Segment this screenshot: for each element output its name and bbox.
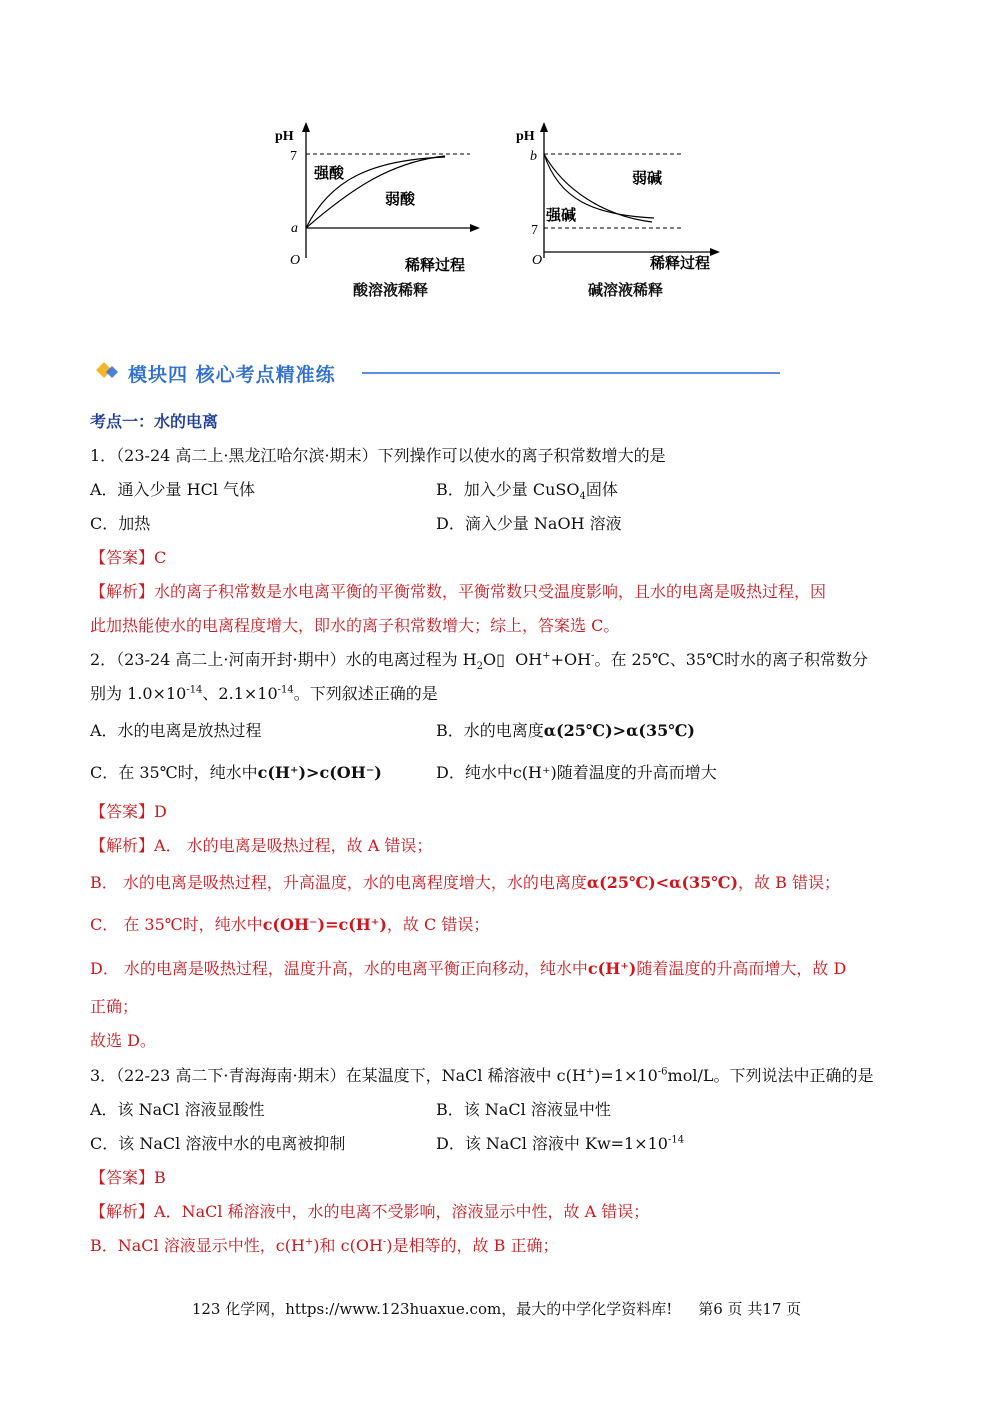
footer-site-text: 123 化学网，https://www.123huaxue.com，最大的中学化学资料库!: [191, 1300, 673, 1318]
base-caption: 碱溶液稀释: [588, 281, 664, 299]
q2-option-a: A．水的电离是放热过程: [90, 721, 262, 740]
acid-origin-label: O: [290, 253, 301, 268]
acid-x-axis-label: 稀释过程: [405, 258, 466, 274]
q1-option-d: D．滴入少量 NaOH 溶液: [436, 514, 622, 533]
q2-conclusion: 故选 D。: [90, 1031, 156, 1050]
base-y-bottom-label: 7: [531, 223, 538, 238]
section-title: 考点一：水的电离: [90, 412, 219, 431]
q1-option-c: C．加热: [90, 514, 151, 533]
q2-explanation-d2: 正确；: [90, 997, 139, 1016]
weak-base-label: 弱碱: [632, 171, 663, 187]
q2-option-b: B．水的电离度α(25℃)>α(35℃): [436, 721, 695, 740]
q3-explanation-b: B．NaCl 溶液显示中性，c(H+)和 c(OH-)是相等的，故 B 正确；: [90, 1236, 559, 1255]
q1-explanation-2: 此加热能使水的电离程度增大，即水的离子积常数增大；综上，答案选 C。: [90, 616, 620, 635]
base-dilution-figure: [514, 120, 734, 300]
acid-y-bottom-label: a: [291, 221, 298, 236]
q3-explanation-a: 【解析】A．NaCl 稀溶液中，水的电离不受影响，溶液显示中性，故 A 错误；: [90, 1202, 650, 1221]
q1-stem: 1．（23-24 高二上·黑龙江哈尔滨·期末）下列操作可以使水的离子积常数增大的是: [90, 446, 666, 465]
module-header: [90, 356, 780, 390]
q1-option-b: B．加入少量 CuSO$_4$固体: [436, 480, 618, 503]
q2-explanation-a: 【解析】A． 水的电离是吸热过程，故 A 错误；: [90, 836, 433, 855]
q3-option-a: A．该 NaCl 溶液显酸性: [90, 1100, 265, 1119]
acid-dilution-figure: [270, 120, 490, 300]
q2-option-d: D．纯水中c(H⁺)随着温度的升高而增大: [436, 763, 717, 782]
page-footer: [0, 1298, 993, 1319]
base-origin-label: O: [532, 253, 543, 268]
q1-answer: 【答案】C: [90, 548, 167, 567]
weak-acid-label: 弱酸: [385, 192, 416, 208]
q2-answer: 【答案】D: [90, 802, 167, 821]
base-x-axis-label: 稀释过程: [650, 256, 711, 272]
q3-stem: 3．（22-23 高二下·青海海南·期末）在某温度下，NaCl 稀溶液中 $c(H^+)=1\times 10^{-6}mol/L$。下列说法中正确的是: [90, 1066, 874, 1085]
strong-base-label: 强碱: [546, 208, 577, 224]
acid-caption: 酸溶液稀释: [353, 281, 429, 299]
q2-explanation-c: C． 在 35℃时，纯水中c(OH⁻)=c(H⁺)，故 C 错误；: [90, 915, 490, 934]
base-dilution-graph: [514, 120, 734, 300]
q1-option-a: A．通入少量 HCl 气体: [90, 480, 256, 499]
q1-explanation-1: 【解析】水的离子积常数是水电离平衡的平衡常数，平衡常数只受温度影响，且水的电离是吸热过程，因: [90, 582, 827, 601]
q3-option-b: B．该 NaCl 溶液显中性: [436, 1100, 611, 1119]
base-y-top-label: b: [530, 149, 537, 164]
acid-dilution-graph: [270, 120, 490, 300]
q2-option-c: C．在 35℃时，纯水中c(H⁺)>c(OH⁻): [90, 763, 382, 782]
acid-y-top-label: 7: [290, 149, 297, 164]
q3-option-d: D．该 NaCl 溶液中 $Kw=1\times 10^{-14}$: [436, 1134, 685, 1153]
q2-stem-2: 别为 $1.0\times 10^{-14}$、$2.1\times 10^{-14}$。下列叙述正确的是: [90, 684, 438, 703]
strong-acid-label: 强酸: [314, 166, 345, 182]
footer-page-number: 第6 页 共17 页: [698, 1300, 802, 1318]
module-title: 模块四 核心考点精准练: [128, 364, 336, 386]
base-y-axis-label: pH: [516, 129, 535, 144]
module-divider: [362, 372, 780, 374]
q3-answer: 【答案】B: [90, 1168, 166, 1187]
diamond-icon: [92, 358, 122, 388]
q2-explanation-d: D． 水的电离是吸热过程，温度升高，水的电离平衡正向移动，纯水中c(H⁺)随着温度的升高而增大，故 D: [90, 959, 847, 978]
q3-option-c: C．该 NaCl 溶液中水的电离被抑制: [90, 1134, 346, 1153]
q2-explanation-b: B． 水的电离是吸热过程，升高温度，水的电离程度增大，水的电离度α(25℃)<α(35℃)，故 B 错误；: [90, 873, 840, 892]
q2-stem-1: 2．（23-24 高二上·河南开封·期中）水的电离过程为 $H_2O▯$ OH++OH-。在 25℃、35℃时水的离子积常数分: [90, 650, 869, 673]
acid-y-axis-label: pH: [275, 129, 294, 144]
